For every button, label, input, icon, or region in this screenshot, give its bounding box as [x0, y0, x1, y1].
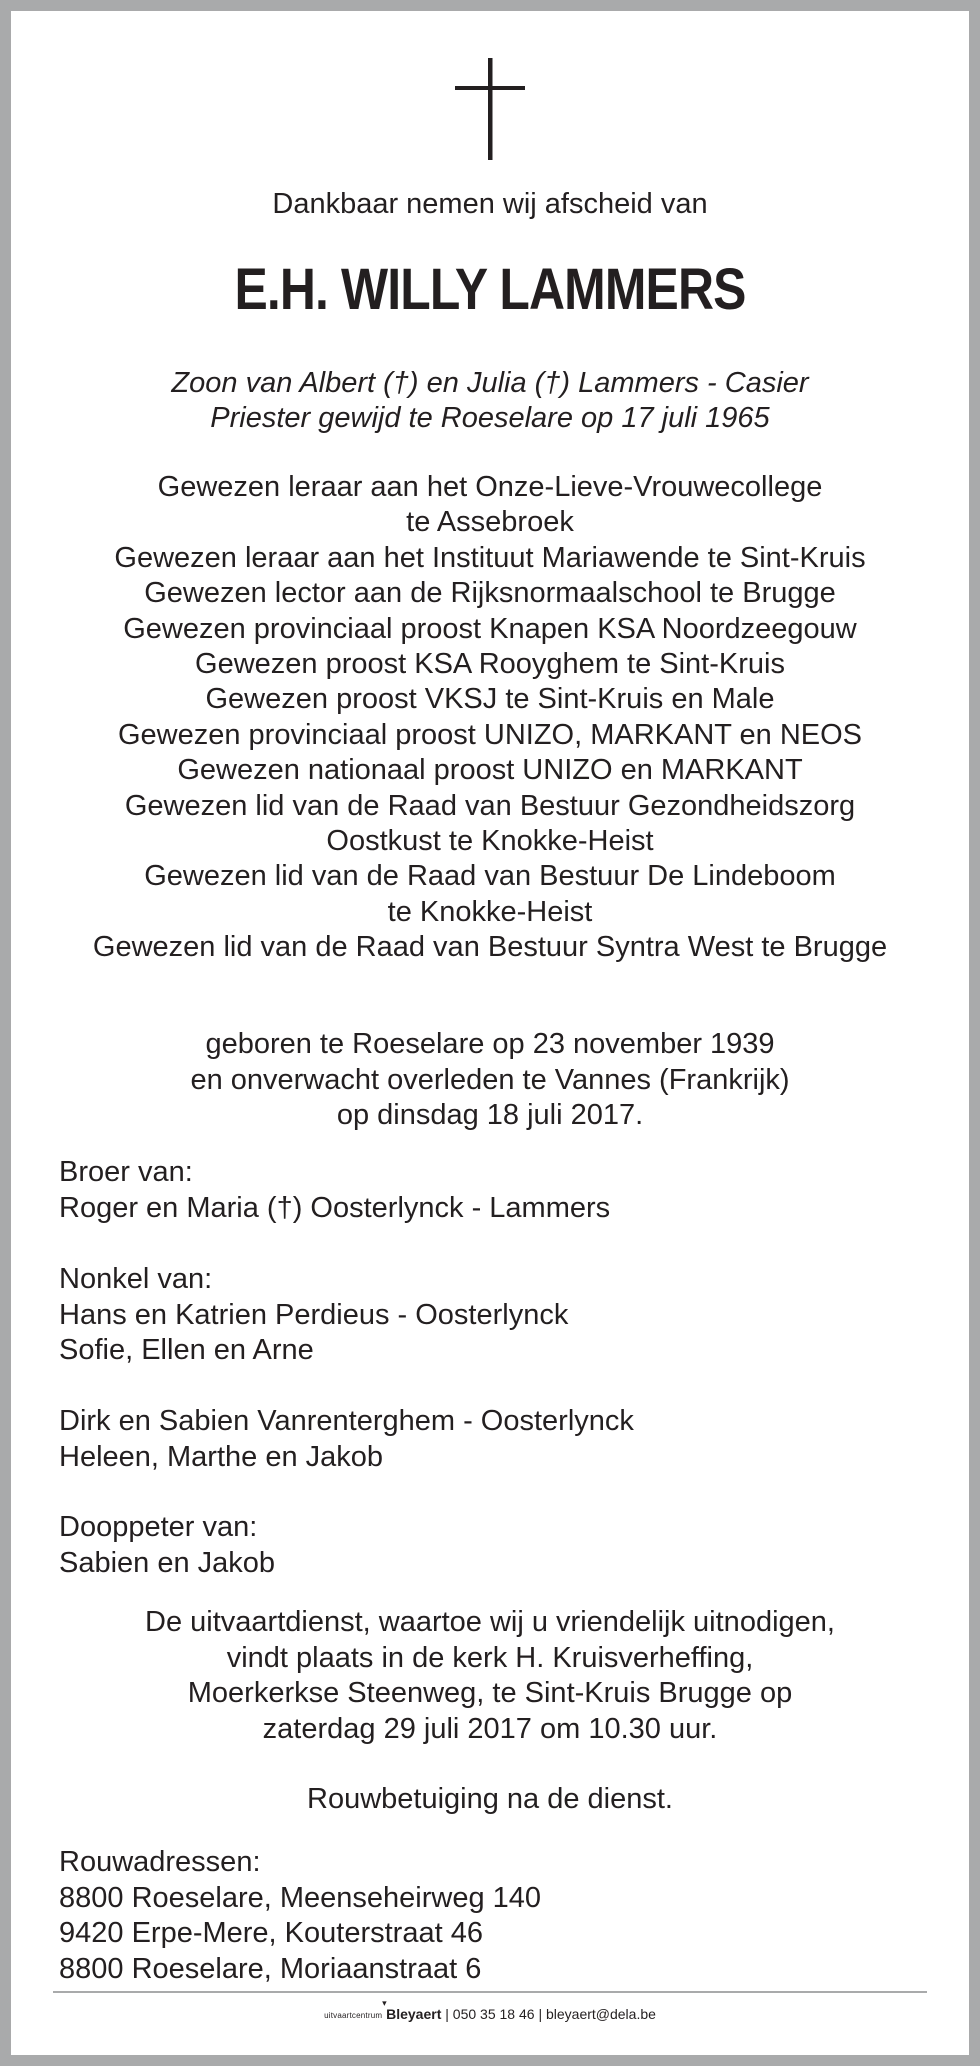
family-line: Sabien en Jakob — [59, 1546, 276, 1579]
funeral-service-block — [0, 1605, 980, 1747]
footer-divider — [53, 1991, 927, 1993]
footer-email[interactable]: bleyaert@dela.be — [545, 2006, 656, 2022]
mourning-addresses — [59, 1845, 541, 1987]
service-line: vindt plaats in de kerk H. Kruisverheffing, — [226, 1641, 754, 1674]
deceased-name: E.H. WILLY LAMMERS — [234, 257, 746, 322]
parents-line: Zoon van Albert (†) en Julia (†) Lammers - Casier — [171, 367, 809, 399]
function-line: Gewezen proost VKSJ te Sint-Kruis en Male — [205, 683, 775, 716]
function-line: Gewezen provinciaal proost Knapen KSA Noordzeegouw — [123, 612, 857, 645]
godfather-of-block — [59, 1510, 275, 1581]
brother-of-block — [59, 1155, 610, 1226]
function-line: Gewezen lid van de Raad van Bestuur Gezondheidszorg — [124, 789, 856, 822]
address-line: 8800 Roeselare, Moriaanstraat 6 — [59, 1952, 482, 1985]
function-line: Gewezen nationaal proost UNIZO en MARKANT — [177, 754, 803, 787]
funeral-home-footer — [0, 1998, 980, 2025]
function-line: Gewezen leraar aan het Instituut Mariawende te Sint-Kruis — [114, 541, 866, 574]
brand-prefix: uitvaartcentrum — [324, 2011, 383, 2020]
function-line: Oostkust te Knokke-Heist — [326, 825, 654, 858]
born-line: geboren te Roeselare op 23 november 1939 — [205, 1028, 775, 1060]
family-line: Roger en Maria (†) Oosterlynck - Lammers — [59, 1191, 611, 1224]
service-line: Moerkerkse Steenweg, te Sint-Kruis Brugge op — [187, 1677, 793, 1709]
function-line: Gewezen lid van de Raad van Bestuur Syntra West te Brugge — [92, 931, 888, 964]
service-line: zaterdag 29 juli 2017 om 10.30 uur. — [262, 1712, 718, 1745]
footer-separator: | — [538, 2006, 543, 2022]
footer-separator: | — [445, 2006, 449, 2022]
addresses-heading: Rouwadressen: — [59, 1846, 261, 1878]
brand-mark-icon: ▾ — [382, 1998, 387, 2008]
cross-icon — [455, 58, 525, 160]
family-line: Sofie, Ellen en Arne — [59, 1334, 314, 1366]
footer-phone: 050 35 18 46 — [452, 2006, 535, 2022]
family-line: Heleen, Marthe en Jakob — [59, 1440, 384, 1473]
condolence-text: Rouwbetuiging na de dienst. — [307, 1783, 673, 1815]
functions-list — [0, 470, 980, 966]
uncle-of-block-2 — [59, 1404, 634, 1475]
uncle-of-block — [59, 1262, 568, 1369]
family-heading: Broer van: — [59, 1156, 193, 1188]
ordination-line: Priester gewijd te Roeselare op 17 juli 1965 — [210, 402, 770, 434]
function-line: Gewezen leraar aan het Onze-Lieve-Vrouwecollege — [157, 471, 823, 503]
function-line: Gewezen provinciaal proost UNIZO, MARKANT en NEOS — [117, 718, 863, 751]
address-line: 8800 Roeselare, Meenseheirweg 140 — [59, 1881, 542, 1914]
birth-death-block — [0, 1027, 980, 1134]
family-heading: Dooppeter van: — [59, 1511, 258, 1543]
intro-text: Dankbaar nemen wij afscheid van — [272, 188, 708, 220]
function-line: Gewezen lector aan de Rijksnormaalschool te Brugge — [144, 577, 836, 610]
parents-block — [0, 366, 980, 436]
function-line: te Knokke-Heist — [387, 895, 593, 928]
died-line: en onverwacht overleden te Vannes (Frankrijk) — [190, 1063, 790, 1096]
family-heading: Nonkel van: — [59, 1263, 213, 1295]
family-line: Dirk en Sabien Vanrenterghem - Oosterlynck — [59, 1405, 634, 1437]
service-line: De uitvaartdienst, waartoe wij u vriendelijk uitnodigen, — [145, 1606, 835, 1638]
function-line: Gewezen proost KSA Rooyghem te Sint-Kruis — [195, 648, 785, 681]
function-line: te Assebroek — [406, 506, 574, 539]
address-line: 9420 Erpe-Mere, Kouterstraat 46 — [59, 1917, 483, 1949]
function-line: Gewezen lid van de Raad van Bestuur De Lindeboom — [144, 860, 836, 893]
brand-name: Bleyaert — [386, 2006, 442, 2022]
brand-name-wrap — [382, 1998, 442, 2022]
family-line: Hans en Katrien Perdieus - Oosterlynck — [59, 1298, 569, 1331]
died-date-line: op dinsdag 18 juli 2017. — [336, 1099, 644, 1131]
